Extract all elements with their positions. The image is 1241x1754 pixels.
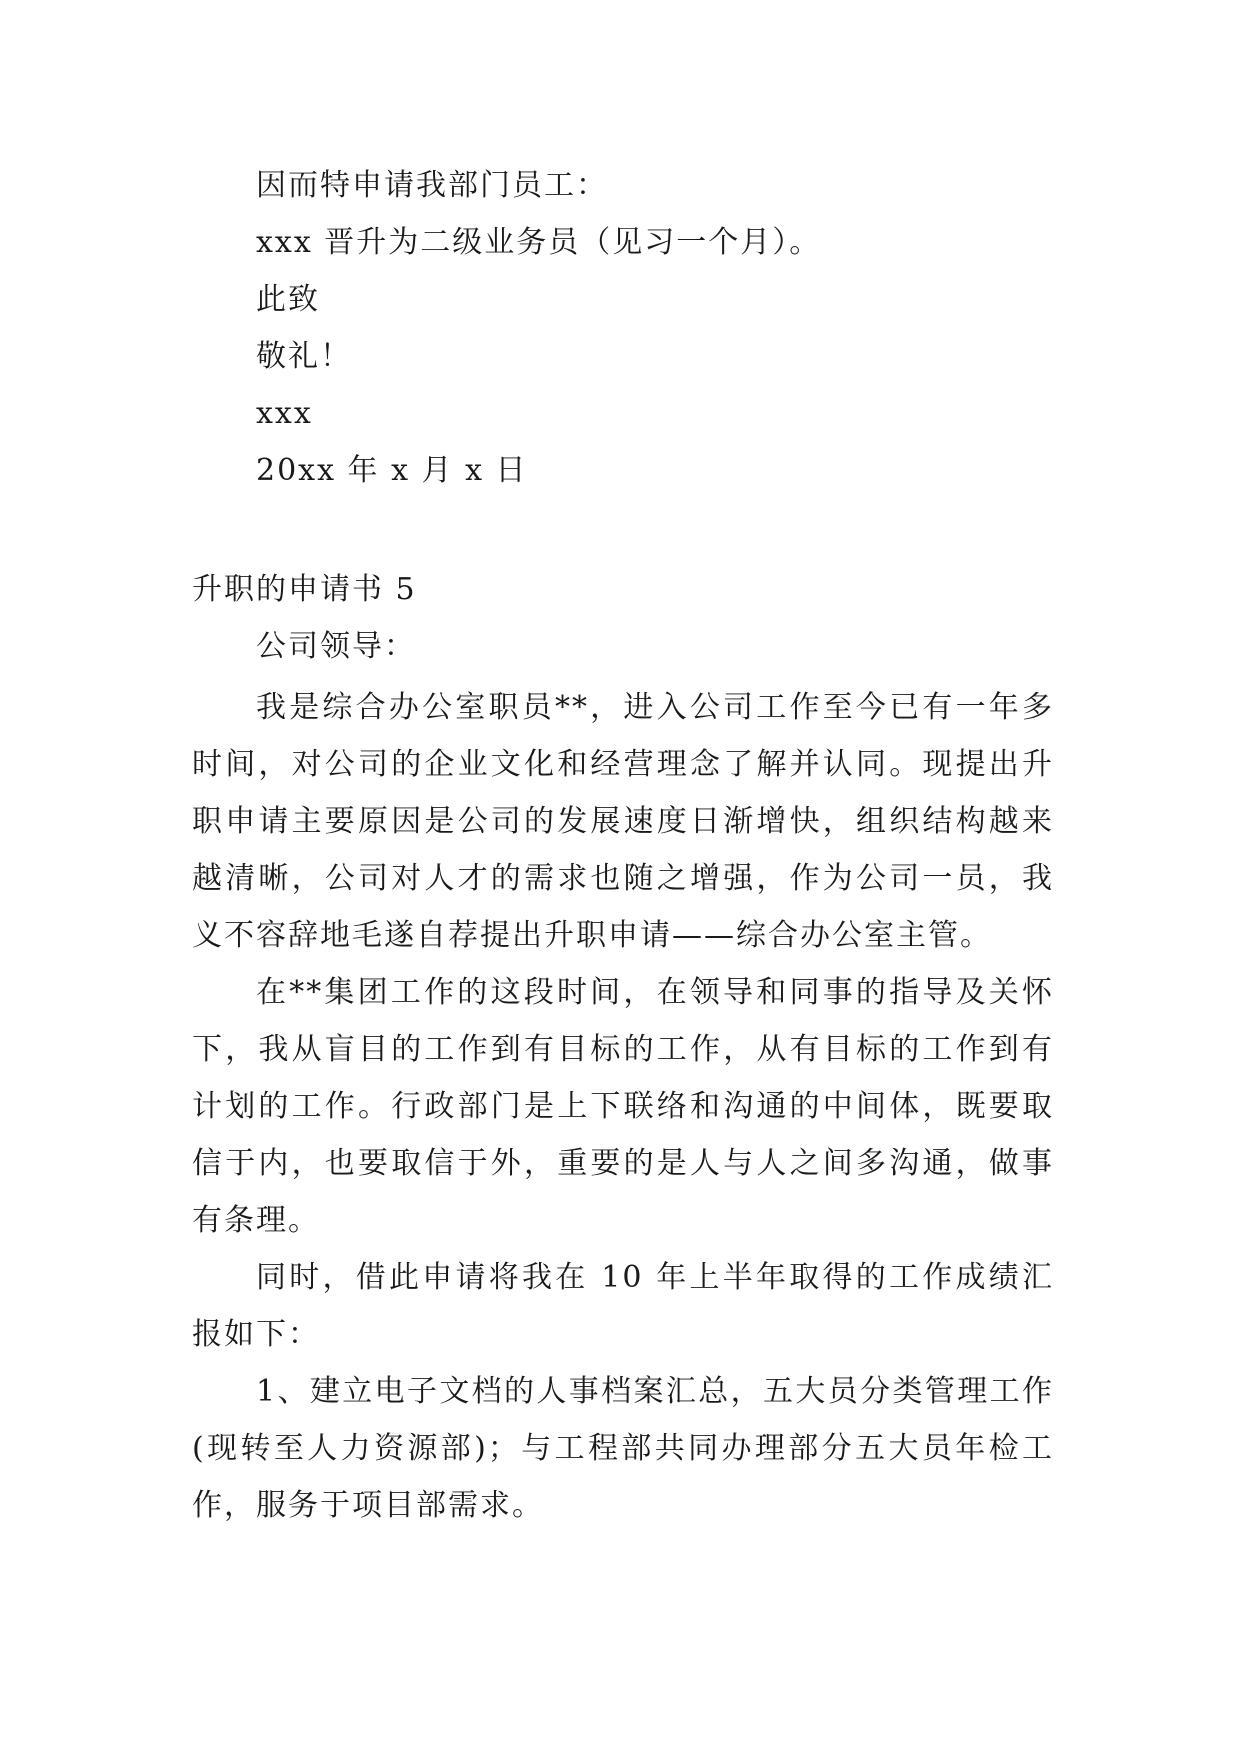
body-paragraph-4: 1、建立电子文档的人事档案汇总，五大员分类管理工作(现转至人力资源部)；与工程部共同办理部分五大员年检工作，服务于项目部需求。 bbox=[192, 1374, 1054, 1523]
salutation-line: 公司领导： bbox=[256, 629, 416, 664]
body-paragraph-1: 我是综合办公室职员**，进入公司工作至今已有一年多时间，对公司的企业文化和经营理念了解并认同。现提出升职申请主要原因是公司的发展速度日渐增快，组织结构越来越清晰，公司对人才的需求也随之增强，作为公司一员，我义不容辞地毛遂自荐提出升职申请——综合办公室主管。 bbox=[192, 690, 1054, 953]
request-intro-line: 因而特申请我部门员工： bbox=[256, 168, 608, 203]
body-paragraph-2: 在**集团工作的这段时间，在领导和同事的指导及关怀下，我从盲目的工作到有目标的工作，从有目标的工作到有计划的工作。行政部门是上下联络和沟通的中间体，既要取信于内，也要取信于外，重要的是人与人之间多沟通，做事有条理。 bbox=[192, 975, 1054, 1238]
closing-line-1: 此致 bbox=[256, 282, 320, 317]
date-line: 20xx 年 x 月 x 日 bbox=[256, 453, 528, 488]
section-title: 升职的申请书 5 bbox=[192, 572, 417, 607]
closing-line-2: 敬礼！ bbox=[256, 339, 352, 374]
signature-line: xxx bbox=[256, 396, 313, 431]
body-paragraph-3: 同时，借此申请将我在 10 年上半年取得的工作成绩汇报如下： bbox=[192, 1260, 1054, 1352]
promotion-line: xxx 晋升为二级业务员（见习一个月）。 bbox=[256, 225, 822, 260]
